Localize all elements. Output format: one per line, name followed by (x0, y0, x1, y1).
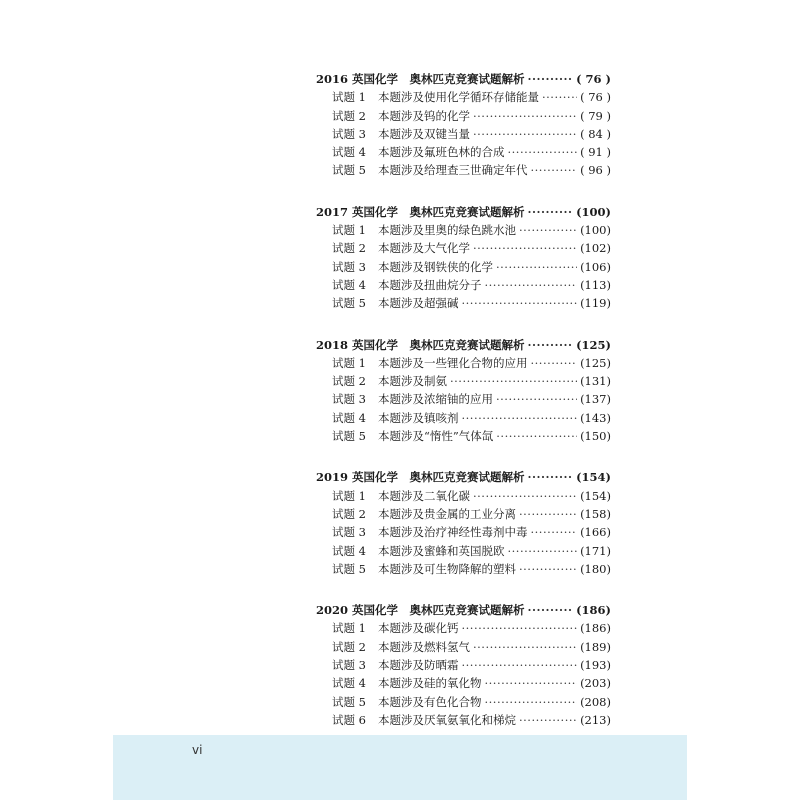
page-ref: (102) (580, 241, 611, 256)
dot-leader (528, 601, 574, 619)
dot-leader (473, 239, 577, 257)
page-ref: (180) (580, 561, 611, 576)
question-title: 本题涉及有色化合物 (378, 694, 482, 709)
question-number: 试题 3 (332, 658, 366, 673)
page-ref: ( 84 ) (580, 126, 611, 141)
section-year: 2020 (316, 603, 349, 618)
section-title: 英国化学 奥林匹克竞赛试题解析 (352, 603, 525, 618)
dot-leader (508, 542, 578, 560)
toc-entry[interactable] (316, 294, 611, 312)
question-number: 试题 1 (332, 355, 366, 370)
dot-leader (473, 487, 577, 505)
toc-entry[interactable] (316, 505, 611, 523)
question-number: 试题 1 (332, 223, 366, 238)
question-number: 试题 1 (332, 90, 366, 105)
question-title: 本题涉及扭曲烷分子 (378, 277, 482, 292)
page-ref: ( 76 ) (580, 90, 611, 105)
dot-leader (508, 143, 578, 161)
page-ref: (137) (580, 392, 611, 407)
page-ref: (166) (580, 525, 611, 540)
section-heading[interactable] (316, 601, 611, 619)
question-title: 本题涉及给理查三世确定年代 (378, 163, 528, 178)
section-heading[interactable] (316, 468, 611, 486)
question-number: 试题 2 (332, 374, 366, 389)
question-title: 本题涉及“惰性”气体氙 (378, 429, 494, 444)
question-title: 本题涉及贵金属的工业分离 (378, 506, 516, 521)
dot-leader (531, 161, 578, 179)
question-number: 试题 5 (332, 296, 366, 311)
page-ref: (131) (580, 374, 611, 389)
question-title: 本题涉及镇咳剂 (378, 410, 459, 425)
dot-leader (519, 560, 577, 578)
toc-entry[interactable] (316, 107, 611, 125)
section-page-ref: (125) (576, 337, 611, 352)
toc-section-2020 (316, 601, 611, 729)
page-ref: (189) (580, 639, 611, 654)
toc-entry[interactable] (316, 221, 611, 239)
question-number: 试题 3 (332, 392, 366, 407)
question-title: 本题涉及浓缩铀的应用 (378, 392, 493, 407)
toc-entry[interactable] (316, 276, 611, 294)
toc-entry[interactable] (316, 487, 611, 505)
dot-leader (519, 221, 577, 239)
section-year: 2019 (316, 470, 349, 485)
question-number: 试题 5 (332, 694, 366, 709)
section-title: 英国化学 奥林匹克竞赛试题解析 (352, 470, 525, 485)
page-ref: (119) (580, 296, 611, 311)
page-ref: (203) (580, 676, 611, 691)
dot-leader (531, 354, 578, 372)
page-ref: (186) (580, 621, 611, 636)
toc-entry[interactable] (316, 619, 611, 637)
dot-leader (485, 674, 578, 692)
question-title: 本题涉及可生物降解的塑料 (378, 561, 516, 576)
dot-leader (542, 88, 577, 106)
question-number: 试题 4 (332, 543, 366, 558)
question-number: 试题 5 (332, 561, 366, 576)
toc-entry[interactable] (316, 693, 611, 711)
toc-section-2017 (316, 203, 611, 313)
question-number: 试题 6 (332, 712, 366, 727)
section-year: 2016 (316, 72, 349, 86)
section-year: 2018 (316, 337, 349, 352)
page-ref: (158) (580, 506, 611, 521)
question-title: 本题涉及厌氧氨氧化和梯烷 (378, 712, 516, 727)
question-title: 本题涉及防晒霜 (378, 658, 459, 673)
toc-entry[interactable] (316, 143, 611, 161)
table-of-contents (316, 70, 611, 729)
question-number: 试题 4 (332, 277, 366, 292)
toc-entry[interactable] (316, 125, 611, 143)
section-heading[interactable] (316, 203, 611, 221)
section-page-ref: ( 76 ) (576, 72, 611, 86)
section-title: 英国化学 奥林匹克竞赛试题解析 (352, 72, 525, 86)
toc-entry[interactable] (316, 638, 611, 656)
section-page-ref: (186) (576, 603, 611, 618)
question-number: 试题 5 (332, 429, 366, 444)
question-title: 本题涉及大气化学 (378, 241, 470, 256)
question-number: 试题 4 (332, 410, 366, 425)
toc-entry[interactable] (316, 523, 611, 541)
section-heading[interactable] (316, 336, 611, 354)
toc-entry[interactable] (316, 390, 611, 408)
page-ref: (154) (580, 488, 611, 503)
question-title: 本题涉及氟班色林的合成 (378, 145, 505, 160)
dot-leader (485, 276, 578, 294)
dot-leader (519, 505, 577, 523)
question-title: 本题涉及一些锂化合物的应用 (378, 355, 528, 370)
question-number: 试题 2 (332, 108, 366, 123)
toc-entry[interactable] (316, 372, 611, 390)
page-ref: (208) (580, 694, 611, 709)
section-title: 英国化学 奥林匹克竞赛试题解析 (352, 204, 525, 219)
toc-entry[interactable] (316, 161, 611, 179)
dot-leader (531, 523, 578, 541)
toc-entry[interactable] (316, 239, 611, 257)
dot-leader (519, 711, 577, 729)
question-number: 试题 5 (332, 163, 366, 178)
toc-entry[interactable] (316, 560, 611, 578)
toc-entry[interactable] (316, 258, 611, 276)
question-title: 本题涉及使用化学循环存储能量 (378, 90, 539, 105)
question-number: 试题 3 (332, 259, 366, 274)
dot-leader (528, 336, 574, 354)
section-title: 英国化学 奥林匹克竞赛试题解析 (352, 337, 525, 352)
dot-leader (528, 468, 574, 486)
question-title: 本题涉及里奥的绿色跳水池 (378, 223, 516, 238)
page-ref: (100) (580, 223, 611, 238)
question-number: 试题 2 (332, 506, 366, 521)
dot-leader (528, 203, 574, 221)
page-ref: ( 91 ) (580, 145, 611, 160)
page-ref: (193) (580, 658, 611, 673)
page-ref: (150) (580, 429, 611, 444)
page-number: vi (192, 743, 203, 757)
toc-entry[interactable] (316, 656, 611, 674)
toc-entry[interactable] (316, 427, 611, 445)
toc-section-2016 (316, 70, 611, 180)
question-title: 本题涉及二氧化碳 (378, 488, 470, 503)
question-title: 本题涉及双键当量 (378, 126, 470, 141)
dot-leader (496, 427, 577, 445)
question-title: 本题涉及钢铁侠的化学 (378, 259, 493, 274)
section-year: 2017 (316, 204, 349, 219)
question-title: 本题涉及燃料氢气 (378, 639, 470, 654)
question-title: 本题涉及制氨 (378, 374, 447, 389)
question-number: 试题 2 (332, 241, 366, 256)
toc-entry[interactable] (316, 674, 611, 692)
dot-leader (462, 294, 578, 312)
question-number: 试题 2 (332, 639, 366, 654)
dot-leader (450, 372, 577, 390)
question-title: 本题涉及碳化钙 (378, 621, 459, 636)
toc-entry[interactable] (316, 711, 611, 729)
question-title: 本题涉及治疗神经性毒剂中毒 (378, 525, 528, 540)
toc-section-2019 (316, 468, 611, 578)
dot-leader (462, 656, 578, 674)
dot-leader (462, 619, 578, 637)
question-number: 试题 4 (332, 676, 366, 691)
page-ref: (143) (580, 410, 611, 425)
question-title: 本题涉及钨的化学 (378, 108, 470, 123)
dot-leader (485, 693, 578, 711)
toc-section-2018 (316, 336, 611, 446)
question-number: 试题 1 (332, 488, 366, 503)
page-ref: (113) (580, 277, 611, 292)
question-title: 本题涉及硅的氧化物 (378, 676, 482, 691)
toc-entry[interactable] (316, 542, 611, 560)
page-ref: (106) (580, 259, 611, 274)
page-ref: (213) (580, 712, 611, 727)
question-title: 本题涉及超强碱 (378, 296, 459, 311)
page-ref: ( 96 ) (580, 163, 611, 178)
page-ref: (171) (580, 543, 611, 558)
section-page-ref: (154) (576, 470, 611, 485)
toc-entry[interactable] (316, 354, 611, 372)
question-number: 试题 4 (332, 145, 366, 160)
question-title: 本题涉及蜜蜂和英国脱欧 (378, 543, 505, 558)
dot-leader (528, 70, 574, 88)
dot-leader (496, 258, 577, 276)
toc-entry[interactable] (316, 88, 611, 106)
question-number: 试题 3 (332, 126, 366, 141)
toc-entry[interactable] (316, 409, 611, 427)
section-page-ref: (100) (576, 204, 611, 219)
page-ref: ( 79 ) (580, 108, 611, 123)
dot-leader (462, 409, 578, 427)
question-number: 试题 3 (332, 525, 366, 540)
dot-leader (473, 638, 577, 656)
dot-leader (473, 125, 577, 143)
dot-leader (473, 107, 577, 125)
question-number: 试题 1 (332, 621, 366, 636)
section-heading[interactable] (316, 70, 611, 88)
page-ref: (125) (580, 355, 611, 370)
dot-leader (496, 390, 577, 408)
